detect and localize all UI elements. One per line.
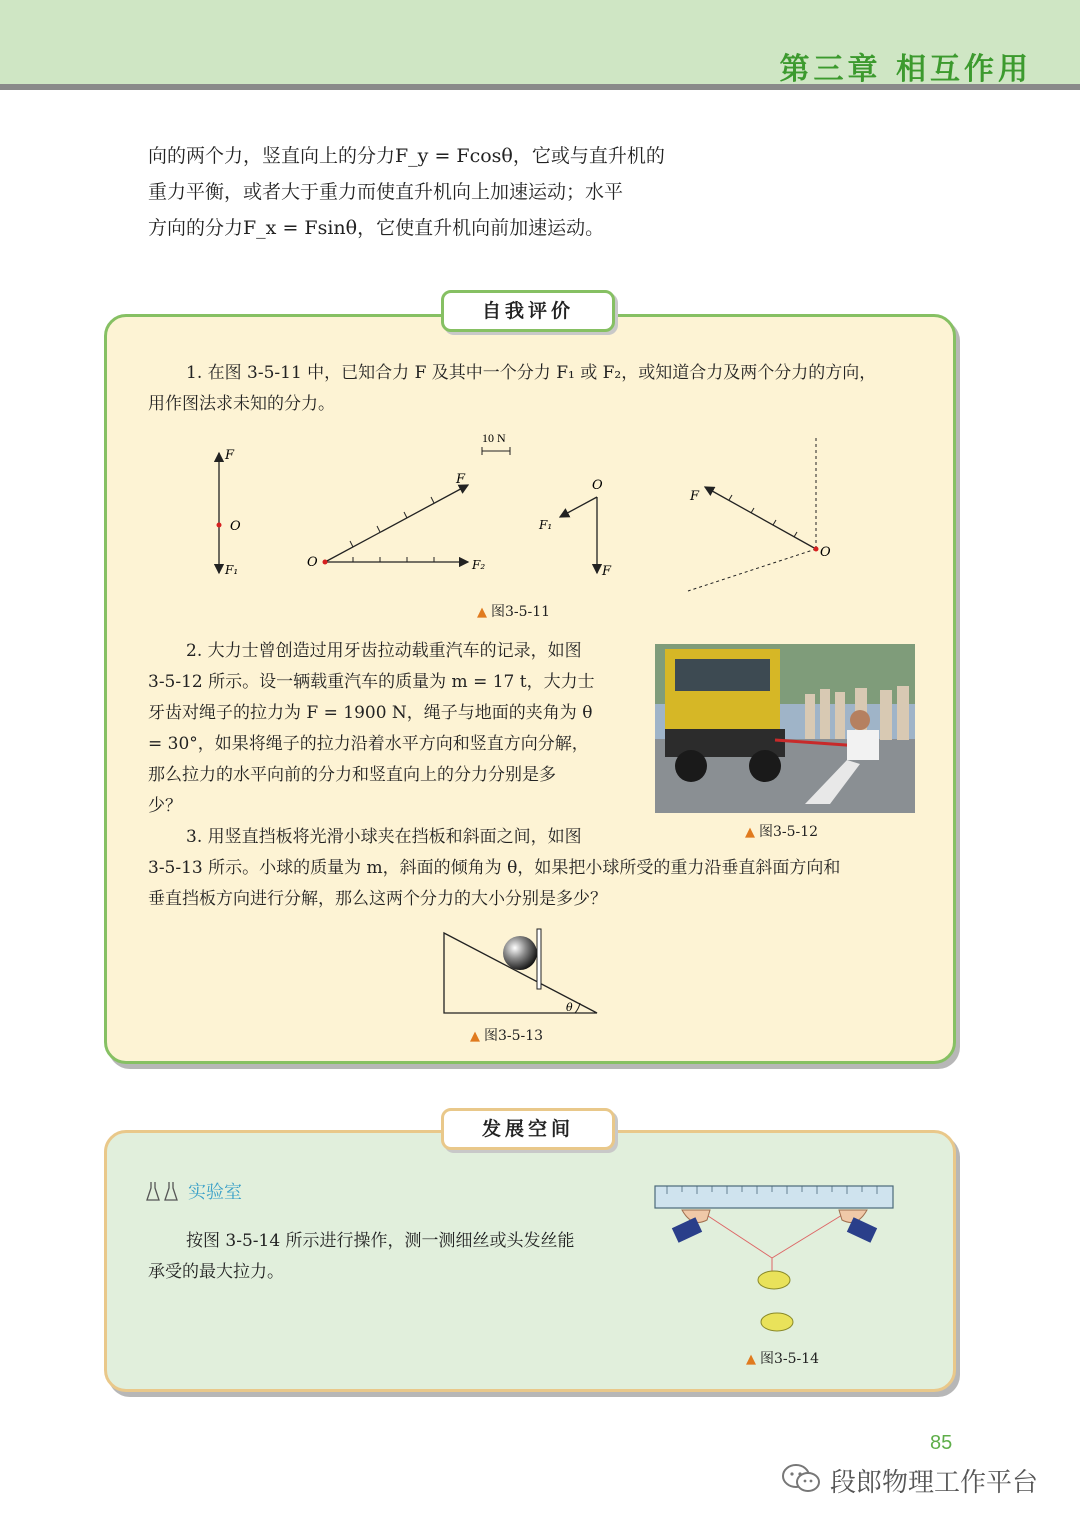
chapter-title: 第三章 相互作用 [779,52,1032,87]
page-number: 85 [930,1432,953,1454]
scale-label: 10 N [482,431,506,445]
question-1 [186,358,876,389]
question-2 [148,636,595,822]
label-O: O [820,545,831,560]
self-eval-title: 自我评价 [441,290,615,332]
question-3 [148,822,840,915]
label-F: F [690,489,700,504]
figure-3-5-12-photo [655,644,915,813]
figure-3-5-13 [440,925,605,1020]
triangle-icon: ▲ [477,605,487,620]
caption-text: 图3-5-13 [484,1028,544,1044]
development-title: 发展空间 [441,1108,615,1150]
flask-icon [146,1180,184,1202]
figure-3-5-11-caption [477,601,550,621]
label-O: O [592,478,603,493]
figure-3-5-14 [652,1180,897,1340]
question-1-line: 1. 在图 3-5-11 中，已知合力 F 及其中一个分力 F₁ 或 F₂，或知道合力及两个分力的方向， [186,363,877,383]
label-F1: F₁ [225,563,239,577]
triangle-icon: ▲ [470,1029,480,1044]
label-F2: F₂ [472,558,486,572]
intro-line: 向的两个力，竖直向上的分力F_y = Fcosθ，它或与直升机的 [148,145,665,167]
question-2-line: 2. 大力士曾创造过用牙齿拉动载重汽车的记录，如图 [186,641,582,661]
question-2-line: = 30°，如果将绳子的拉力沿着水平方向和竖直方向分解， [148,734,589,754]
label-O: O [230,519,241,534]
intro-paragraph [148,138,708,246]
intro-line: 方向的分力F_x = Fsinθ，它使直升机向前加速运动。 [148,217,605,239]
question-2-line: 那么拉力的水平向前的分力和竖直向上的分力分别是多 [148,765,556,785]
question-3-line: 3-5-13 所示。小球的质量为 m，斜面的倾角为 θ，如果把小球所受的重力沿垂直斜面方向和 [148,858,841,878]
lab-title: 实验室 [188,1182,242,1203]
question-2-line: 3-5-12 所示。设一辆载重汽车的质量为 m = 17 t，大力士 [148,672,595,692]
lab-text [148,1226,575,1288]
watermark-text: 段郎物理工作平台 [830,1468,1039,1498]
question-3-line: 垂直挡板方向进行分解，那么这两个分力的大小分别是多少？ [148,889,607,909]
figure-3-5-13-caption [470,1025,543,1045]
label-O: O [307,555,318,570]
caption-text: 图3-5-14 [760,1351,820,1367]
intro-line: 重力平衡，或者大于重力而使直升机向上加速运动；水平 [148,181,624,203]
angle-label: θ [566,1001,573,1014]
question-3-line: 3. 用竖直挡板将光滑小球夹在挡板和斜面之间，如图 [186,827,582,847]
wechat-icon [780,1462,822,1494]
lab-text-line: 按图 3-5-14 所示进行操作，测一测细丝或头发丝能 [186,1231,575,1251]
label-F: F [225,448,235,463]
label-F: F [456,472,466,487]
chapter-header [0,0,1080,90]
label-F: F [602,564,612,579]
figure-3-5-11 [190,425,850,605]
caption-text: 图3-5-12 [759,824,819,840]
caption-text: 图3-5-11 [491,604,551,620]
label-F1: F₁ [539,518,553,532]
question-1-cont [148,389,335,420]
question-2-line: 牙齿对绳子的拉力为 F = 1900 N，绳子与地面的夹角为 θ [148,703,593,723]
question-2-line: 少？ [148,796,182,816]
lab-text-line: 承受的最大拉力。 [148,1262,284,1282]
triangle-icon: ▲ [745,825,755,840]
figure-3-5-14-caption [746,1348,819,1368]
question-1-line: 用作图法求未知的分力。 [148,394,335,414]
triangle-icon: ▲ [746,1352,756,1367]
